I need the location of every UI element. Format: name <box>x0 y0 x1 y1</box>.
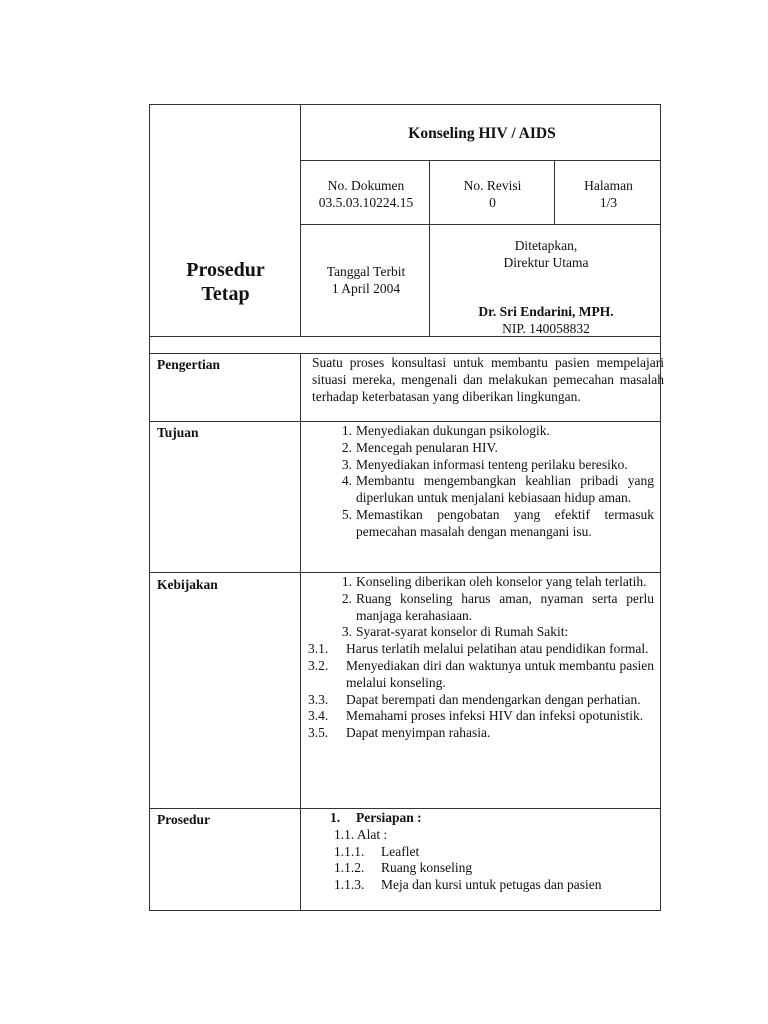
divider <box>150 572 660 573</box>
divider <box>301 224 661 225</box>
list-item: 1.1.1. Leaflet <box>334 843 420 859</box>
page-value: 1/3 <box>599 195 618 210</box>
list-item: 4. Membantu mengembangkan keahlian pribadi yang diperlukan untuk menjalani kebiasaan hidup aman. <box>341 473 654 506</box>
issue-date-value: 1 April 2004 <box>331 281 401 296</box>
approver-role: Direktur Utama <box>503 255 589 270</box>
issue-date-label: Tanggal Terbit <box>326 264 406 279</box>
sub-list-item: 3.5. Dapat menyimpan rahasia. <box>308 725 491 741</box>
document-title: Konseling HIV / AIDS <box>408 125 556 142</box>
list-item: 5. Memastikan pengobatan yang efektif termasuk pemecahan masalah dengan menangani isu. <box>341 506 654 539</box>
content-table <box>149 337 664 911</box>
divider <box>150 421 660 422</box>
list-item: 1.1.3. Meja dan kursi untuk petugas dan pasien <box>334 877 602 893</box>
prosedur-list <box>302 810 654 894</box>
list-item: 3. Syarat-syarat konselor di Rumah Sakit: <box>341 624 569 640</box>
list-item: 1. Konseling diberikan oleh konselor yang telah terlatih. <box>341 574 647 589</box>
revision-cell <box>430 177 555 211</box>
prosedur-heading: 1. Persiapan : <box>330 810 422 825</box>
approver-name: Dr. Sri Endarini, MPH. <box>478 304 614 319</box>
approver-nip: NIP. 140058832 <box>502 321 590 336</box>
section-label-kebijakan: Kebijakan <box>157 577 218 592</box>
list-item: 2. Mencegah penularan HIV. <box>341 439 498 455</box>
section-label-prosedur: Prosedur <box>157 812 210 827</box>
pengertian-text: Suatu proses konsultasi untuk membantu pasien mempelajari situasi mereka, mengenali dan melakukan pemecahan masalah terhadap keterbatasan yang diberikan lingkungan. <box>312 355 664 404</box>
sub-list-item: 3.4. Memahami proses infeksi HIV dan infeksi opotunistik. <box>308 708 644 724</box>
prosedur-subheading: 1.1. Alat : <box>334 826 388 842</box>
divider <box>300 353 301 910</box>
signature-block <box>430 303 662 337</box>
page-label: Halaman <box>584 178 633 193</box>
section-label-pengertian: Pengertian <box>157 357 220 372</box>
section-label-tujuan: Tujuan <box>157 425 199 440</box>
divider <box>301 160 661 161</box>
revision-value: 0 <box>489 195 496 210</box>
kebijakan-list <box>302 574 654 742</box>
sub-list-item: 3.2. Menyediakan diri dan waktunya untuk membantu pasien melalui konseling. <box>308 657 654 690</box>
doc-number-value: 03.5.03.10224.15 <box>318 195 414 210</box>
revision-label: No. Revisi <box>463 178 522 193</box>
sub-list-item: 3.1. Harus terlatih melalui pelatihan atau pendidikan formal. <box>308 641 649 657</box>
list-item: 1. Menyediakan dukungan psikologik. <box>341 423 550 438</box>
divider <box>150 808 660 809</box>
approval-block <box>430 237 662 271</box>
header-table <box>149 104 661 337</box>
page-cell <box>555 177 662 211</box>
list-item: 1.1.2. Ruang konseling <box>334 860 473 876</box>
doc-number-cell <box>302 177 430 211</box>
doc-number-label: No. Dokumen <box>327 178 405 193</box>
list-item: 3. Menyediakan informasi tenteng perilaku beresiko. <box>341 456 628 472</box>
doc-type-heading: Prosedur Tetap <box>186 259 265 305</box>
divider <box>150 353 660 354</box>
issue-date-cell <box>302 263 430 297</box>
tujuan-list <box>302 423 654 541</box>
approved-label: Ditetapkan, <box>514 238 578 253</box>
sub-list-item: 3.3. Dapat berempati dan mendengarkan dengan perhatian. <box>308 691 641 707</box>
list-item: 2. Ruang konseling harus aman, nyaman serta perlu manjaga kerahasiaan. <box>341 590 654 623</box>
